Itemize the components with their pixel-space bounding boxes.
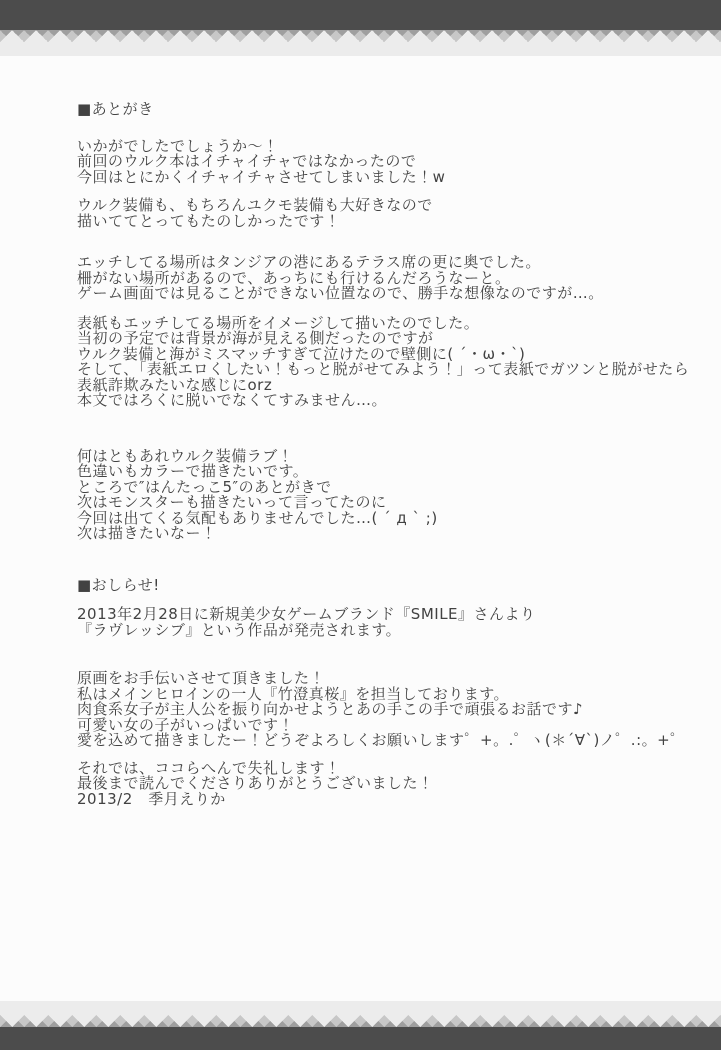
text-line: 表紙もエッチしてる場所をイメージして描いたのでした。 xyxy=(77,313,480,332)
text-line: 原画をお手伝いさせて頂きました！ xyxy=(77,669,326,687)
text-line: 今回はとにかくイチャイチャさせてしまいました！w xyxy=(77,167,446,186)
text-line: 肉食系女子が主人公を振り向かせようとあの手この手で頑張るお話です♪ xyxy=(77,700,584,718)
text-line: ところで″はんたっこ5″のあとがきで xyxy=(77,477,332,496)
text-line: 可愛い女の子がいっぱいです！ xyxy=(77,715,295,734)
text-line: 柵がない場所があるので、あっちにも行けるんだろうなーと。 xyxy=(77,268,511,287)
text-line: 色違いもカラーで描きたいです。 xyxy=(77,462,309,480)
text-line: 当初の予定では背景が海が見える側だったのですが xyxy=(77,329,434,347)
text-line: ゲーム画面では見ることができない位置なので、勝手な想像なのですが…。 xyxy=(77,284,604,302)
text-line: それでは、ココらへんで失礼します！ xyxy=(77,758,341,777)
bottom-zigzag-pattern xyxy=(0,1001,721,1027)
text-line: 最後まで読んでくださりありがとうございました！ xyxy=(77,774,434,792)
text-line: エッチしてる場所はタンジアの港にあるテラス席の更に奥でした。 xyxy=(77,253,541,271)
announcement-heading: ■おしらせ! xyxy=(77,575,160,594)
text-line: ウルク装備と海がミスマッチすぎて泣けたので壁側に( ´・ω・`) xyxy=(77,344,526,363)
text-line: 次はモンスターも描きたいって言ってたのに xyxy=(77,493,387,511)
text-line: 表紙詐欺みたいな感じにorz xyxy=(77,375,273,394)
text-line: 『ラヴレッシブ』という作品が発売されます。 xyxy=(77,620,402,639)
afterword-heading: ■あとがき xyxy=(77,100,154,118)
text-line: 次は描きたいなー！ xyxy=(77,524,217,542)
text-line: 今回は出てくる気配もありませんでした…( ´ д ` ;) xyxy=(77,508,438,527)
text-line: 2013年2月28日に新規美少女ゲームブランド『SMILE』さんより xyxy=(77,605,536,623)
text-line: いかがでしたでしょうか～！ xyxy=(77,136,279,155)
text-line: 私はメインヒロインの一人『竹澄真桜』を担当しております。 xyxy=(77,684,510,703)
text-line: ウルク装備も、もちろんユクモ装備も大好きなので xyxy=(77,196,433,214)
text-line: 描いててとってもたのしかったです！ xyxy=(77,211,341,230)
signature: 2013/2 季月えりか xyxy=(77,789,226,808)
text-line: そして、「表紙エロくしたい！もっと脱がせてみよう！」って表紙でガツンと脱がせたら xyxy=(77,360,690,378)
text-line: 愛を込めて描きましたー！どうぞよろしくお願いします゜+。.゜ヽ(＊´∀`)ノ゜.:。+゜ xyxy=(77,731,686,749)
text-line: 本文ではろくに脱いでなくてすみません…。 xyxy=(77,391,388,409)
bottom-border-band xyxy=(0,1027,721,1050)
text-line: 何はともあれウルク装備ラブ！ xyxy=(77,446,294,465)
text-line: 前回のウルク本はイチャイチャではなかったので xyxy=(77,152,417,170)
